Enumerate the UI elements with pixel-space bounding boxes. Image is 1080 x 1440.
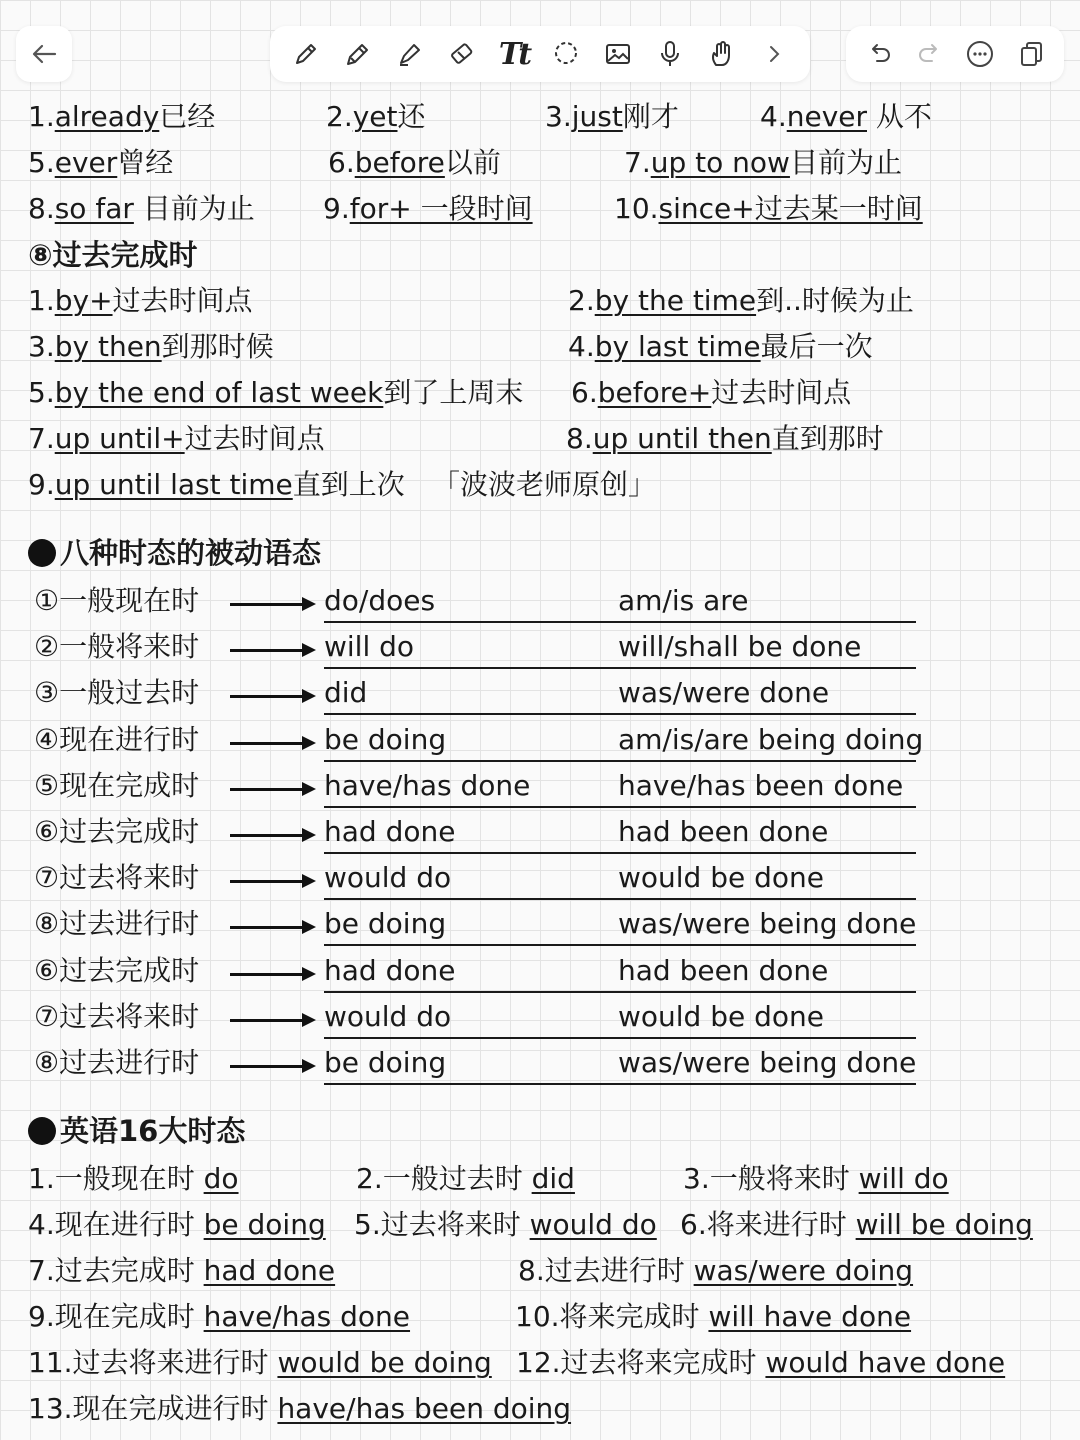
- redo-icon: [915, 39, 945, 69]
- more-tools-button[interactable]: [756, 36, 792, 72]
- row-underline: [324, 713, 916, 715]
- passive-voice-form: am/is are: [618, 584, 749, 617]
- list-item: 7.up to now目前为止: [624, 146, 902, 179]
- arrow-right-icon: [230, 788, 312, 791]
- list-item: 3.一般将来时 will do: [683, 1162, 949, 1195]
- passive-voice-form: was/were being done: [618, 1046, 917, 1079]
- undo-icon: [864, 39, 894, 69]
- list-item: 8.过去进行时 was/were doing: [518, 1254, 914, 1287]
- row-underline: [324, 1083, 916, 1085]
- row-underline: [324, 944, 916, 946]
- list-item: 7.up until+过去时间点: [28, 422, 325, 455]
- list-item: 1.already已经: [28, 100, 216, 133]
- passive-voice-form: was/were being done: [618, 907, 917, 940]
- microphone-icon: [655, 39, 685, 69]
- lasso-tool-button[interactable]: [548, 36, 584, 72]
- passive-tense-name: ⑧过去进行时: [34, 1046, 200, 1079]
- list-item: 9.up until last time直到上次: [28, 468, 405, 501]
- pencil-icon: [343, 39, 373, 69]
- passive-active-form: be doing: [324, 723, 447, 756]
- list-item: 8.up until then直到那时: [566, 422, 884, 455]
- list-item: 7.过去完成时 had done: [28, 1254, 336, 1287]
- list-item: 5.过去将来时 would do: [354, 1208, 657, 1241]
- list-item: 8.so far 目前为止: [28, 192, 255, 225]
- list-item: 1.by+过去时间点: [28, 284, 253, 317]
- passive-tense-name: ⑦过去将来时: [34, 861, 200, 894]
- list-item: 9.现在完成时 have/has done: [28, 1300, 411, 1333]
- list-item: 5.by the end of last week到了上周末: [28, 376, 524, 409]
- arrow-right-icon: [230, 742, 312, 745]
- row-underline: [324, 991, 916, 993]
- passive-voice-form: was/were done: [618, 676, 830, 709]
- passive-active-form: be doing: [324, 907, 447, 940]
- arrow-right-icon: [230, 973, 312, 976]
- passive-active-form: did: [324, 676, 368, 709]
- arrow-right-icon: [230, 834, 312, 837]
- passive-voice-form: would be done: [618, 1000, 825, 1033]
- list-item: 13.现在完成进行时 have/has been doing: [28, 1392, 572, 1425]
- pages-icon: [1016, 39, 1046, 69]
- list-item: 5.ever曾经: [28, 146, 174, 179]
- list-item: 4.never 从不: [760, 100, 932, 133]
- undo-button[interactable]: [861, 36, 897, 72]
- passive-tense-name: ②一般将来时: [34, 630, 200, 663]
- text-tool-button[interactable]: [496, 36, 532, 72]
- passive-voice-form: had been done: [618, 954, 829, 987]
- bullet-icon: [28, 1117, 56, 1145]
- passive-tense-name: ⑥过去完成时: [34, 815, 200, 848]
- row-underline: [324, 1037, 916, 1039]
- list-item: 4.现在进行时 be doing: [28, 1208, 326, 1241]
- list-item: 2.by the time到..时候为止: [568, 284, 914, 317]
- list-item: 6.将来进行时 will be doing: [680, 1208, 1033, 1241]
- list-item: 6.before+过去时间点: [571, 376, 852, 409]
- marker-icon: [395, 39, 425, 69]
- arrow-right-icon: [230, 926, 312, 929]
- passive-active-form: be doing: [324, 1046, 447, 1079]
- passive-tense-name: ⑦过去将来时: [34, 1000, 200, 1033]
- passive-active-form: would do: [324, 861, 452, 894]
- marker-tool-button[interactable]: [392, 36, 428, 72]
- arrow-right-icon: [230, 1019, 312, 1022]
- list-item: 10.将来完成时 will have done: [515, 1300, 912, 1333]
- list-item: 12.过去将来完成时 would have done: [516, 1346, 1006, 1379]
- credit-text: 「波波老师原创」: [432, 468, 657, 501]
- hand-draw-icon: [707, 39, 737, 69]
- toolbar: [0, 0, 1080, 84]
- list-item: 6.before以前: [328, 146, 501, 179]
- passive-voice-form: had been done: [618, 815, 829, 848]
- eraser-icon: [447, 39, 477, 69]
- list-item: 3.by then到那时候: [28, 330, 274, 363]
- image-tool-button[interactable]: [600, 36, 636, 72]
- row-underline: [324, 852, 916, 854]
- row-underline: [324, 806, 916, 808]
- list-item: 3.just刚才: [545, 100, 679, 133]
- more-button[interactable]: [962, 36, 998, 72]
- passive-active-form: will do: [324, 630, 415, 663]
- passive-active-form: have/has done: [324, 769, 531, 802]
- arrow-right-icon: [230, 695, 312, 698]
- list-item: 10.since+过去某一时间: [614, 192, 923, 225]
- more-icon: [965, 39, 995, 69]
- arrow-right-icon: [230, 1065, 312, 1068]
- section-heading: 英语16大时态: [28, 1114, 245, 1149]
- passive-tense-name: ④现在进行时: [34, 723, 200, 756]
- lasso-icon: [551, 39, 581, 69]
- drawing-tools: [270, 26, 810, 82]
- document-actions: [846, 26, 1064, 82]
- section-heading: 八种时态的被动语态: [28, 536, 321, 571]
- pen-icon: [291, 39, 321, 69]
- arrow-right-icon: [230, 880, 312, 883]
- arrow-right-icon: [230, 649, 312, 652]
- row-underline: [324, 898, 916, 900]
- hand-draw-tool-button[interactable]: [704, 36, 740, 72]
- passive-tense-name: ①一般现在时: [34, 584, 200, 617]
- passive-active-form: do/does: [324, 584, 436, 617]
- microphone-tool-button[interactable]: [652, 36, 688, 72]
- arrow-right-icon: [230, 603, 312, 606]
- pen-tool-button[interactable]: [288, 36, 324, 72]
- passive-active-form: would do: [324, 1000, 452, 1033]
- row-underline: [324, 621, 916, 623]
- image-icon: [603, 39, 633, 69]
- row-underline: [324, 760, 916, 762]
- passive-voice-form: am/is/are being doing: [618, 723, 924, 756]
- row-underline: [324, 667, 916, 669]
- passive-voice-form: would be done: [618, 861, 825, 894]
- passive-tense-name: ⑥过去完成时: [34, 954, 200, 987]
- passive-tense-name: ③一般过去时: [34, 676, 200, 709]
- list-item: 4.by last time最后一次: [568, 330, 873, 363]
- back-button[interactable]: [16, 26, 72, 82]
- pencil-tool-button[interactable]: [340, 36, 376, 72]
- passive-tense-name: ⑧过去进行时: [34, 907, 200, 940]
- list-item: 11.过去将来进行时 would be doing: [28, 1346, 492, 1379]
- list-item: 1.一般现在时 do: [28, 1162, 239, 1195]
- list-item: 2.一般过去时 did: [356, 1162, 575, 1195]
- text-icon: Tt: [498, 36, 530, 72]
- passive-voice-form: will/shall be done: [618, 630, 862, 663]
- bullet-icon: [28, 539, 56, 567]
- chevron-right-icon: [759, 39, 789, 69]
- list-item: 2.yet还: [326, 100, 426, 133]
- list-item: 9.for+ 一段时间: [323, 192, 533, 225]
- passive-active-form: had done: [324, 954, 456, 987]
- pages-button[interactable]: [1013, 36, 1049, 72]
- passive-voice-form: have/has been done: [618, 769, 904, 802]
- back-arrow-icon: [29, 39, 59, 69]
- passive-tense-name: ⑤现在完成时: [34, 769, 200, 802]
- eraser-tool-button[interactable]: [444, 36, 480, 72]
- passive-active-form: had done: [324, 815, 456, 848]
- redo-button[interactable]: [912, 36, 948, 72]
- section-heading: ⑧过去完成时: [28, 238, 198, 272]
